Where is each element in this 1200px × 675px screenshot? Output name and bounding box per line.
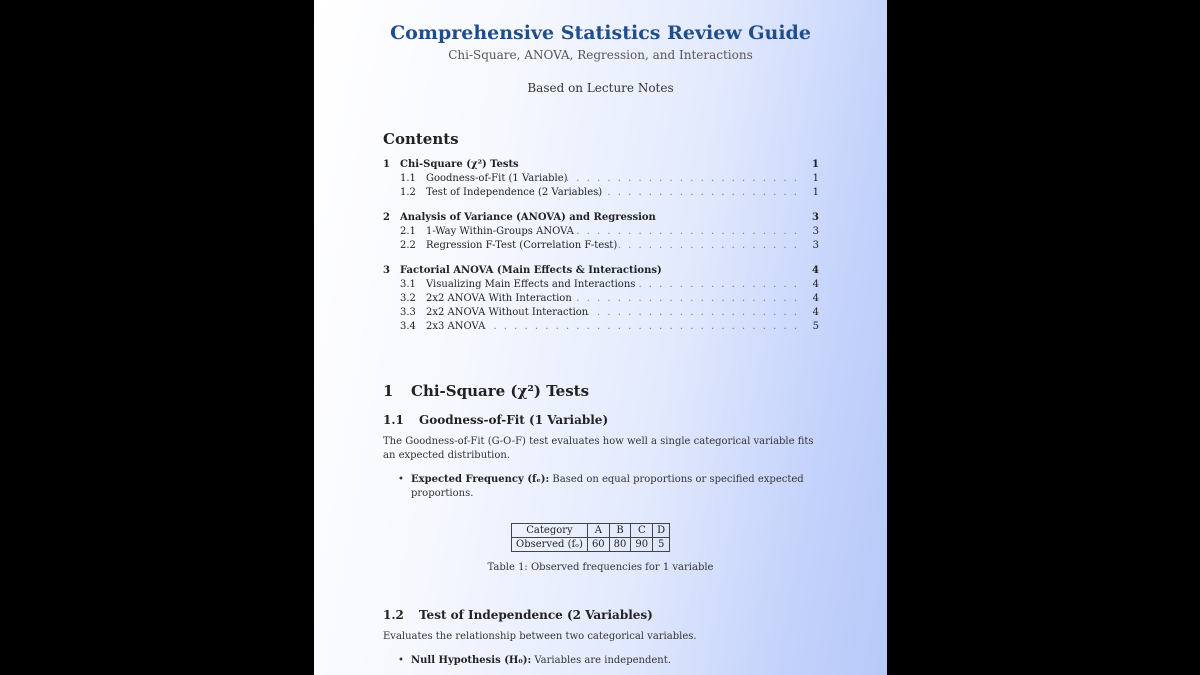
toc-entry[interactable]: [383, 239, 819, 253]
toc-leader-dots: . . . . . . . . . . . . . . . . . . . . . . . . . . . . . . .: [483, 321, 799, 332]
toc-entry-label: Visualizing Main Effects and Interactions: [426, 279, 636, 290]
table-header-cell: B: [609, 524, 631, 538]
toc-entry-page: 4: [812, 265, 819, 276]
toc-leader-dots: . . . . . . . . . . . . . . . . . . . . . .: [576, 226, 799, 237]
toc-entry-page: 1: [812, 159, 819, 170]
table-header-cell: D: [653, 524, 670, 538]
toc-entry-number: 1.1: [400, 173, 416, 184]
toc-entry-number: 3.3: [400, 307, 416, 318]
table-header-cell: Category: [512, 524, 588, 538]
toc-entry-page: 3: [812, 212, 819, 223]
toc-entry-number: 2.1: [400, 226, 416, 237]
table-row-label: Observed (fₒ): [512, 538, 588, 552]
subsection-number: 1.2: [383, 608, 404, 622]
table-caption: Table 1: Observed frequencies for 1 variable: [487, 562, 714, 573]
observed-frequency-table: [511, 523, 670, 552]
subsection-title: Test of Independence (2 Variables): [419, 608, 653, 622]
toc-entry-number: 1.2: [400, 187, 416, 198]
toc-entry-number: 3.4: [400, 321, 416, 332]
toc-entry-page: 3: [812, 226, 819, 237]
subsection-number: 1.1: [383, 413, 404, 427]
toc-entry[interactable]: [383, 320, 819, 334]
toc-entry-number: 1: [383, 159, 390, 170]
table-cell: 5: [653, 538, 670, 552]
toc-entry[interactable]: [383, 172, 819, 186]
paragraph: The Goodness-of-Fit (G-O-F) test evaluates how well a single categorical variable fits an expected distribution.: [383, 436, 814, 461]
subsection-heading: [383, 413, 608, 427]
bullet-text: Variables are independent.: [534, 655, 671, 666]
table-cell: 60: [587, 538, 609, 552]
toc-leader-dots: . . . . . . . . . . . . . . . . . . . . . . .: [565, 293, 799, 304]
table-row: [512, 538, 670, 552]
toc-entry-label: Goodness-of-Fit (1 Variable): [426, 173, 568, 184]
toc-entry-number: 2.2: [400, 240, 416, 251]
toc-entry[interactable]: [383, 211, 819, 225]
toc-group-3: [383, 264, 819, 334]
toc-entry-label: 1-Way Within-Groups ANOVA: [426, 226, 574, 237]
bullet-item: [398, 654, 822, 668]
table-row: [512, 524, 670, 538]
toc-entry-label: Factorial ANOVA (Main Effects & Interactions): [400, 265, 662, 276]
toc-entry-label: Regression F-Test (Correlation F-test): [426, 240, 618, 251]
toc-entry-label: 2x3 ANOVA: [426, 321, 486, 332]
bullet-marker: •: [398, 474, 404, 485]
toc-leader-dots: . . . . . . . . . . . . . . . . . . . . .: [586, 307, 799, 318]
toc-leader-dots: . . . . . . . . . . . . . . . . . . .: [607, 240, 799, 251]
toc-leader-dots: . . . . . . . . . . . . . . . . . . . . . . .: [565, 173, 799, 184]
section-heading: [383, 382, 589, 400]
subsection-title: Goodness-of-Fit (1 Variable): [419, 413, 609, 427]
document-subtitle: Chi-Square, ANOVA, Regression, and Interactions: [448, 48, 753, 62]
toc-leader-dots: . . . . . . . . . . . . . . . . . . . .: [597, 187, 799, 198]
toc-entry-number: 3.1: [400, 279, 416, 290]
toc-entry-label: Chi-Square (χ²) Tests: [400, 159, 519, 170]
toc-leader-dots: . . . . . . . . . . . . . . . . . . .: [607, 279, 799, 290]
toc-entry[interactable]: [383, 264, 819, 278]
toc-entry-number: 2: [383, 212, 390, 223]
toc-entry[interactable]: [383, 292, 819, 306]
document-title: Comprehensive Statistics Review Guide: [390, 22, 811, 44]
toc-entry-number: 3.2: [400, 293, 416, 304]
table-header-cell: C: [631, 524, 653, 538]
bullet-label: Expected Frequency (fₑ):: [411, 474, 550, 485]
document-page: [314, 0, 887, 675]
toc-entry-page: 4: [812, 279, 819, 290]
subsection-heading: [383, 608, 653, 622]
bullet-text: Based on equal proportions or specified expected proportions.: [411, 474, 804, 499]
bullet-label: Null Hypothesis (H₀):: [411, 655, 532, 666]
toc-entry-page: 4: [812, 307, 819, 318]
paragraph: Evaluates the relationship between two categorical variables.: [383, 631, 697, 642]
section-title: Chi-Square (χ²) Tests: [411, 382, 590, 400]
toc-entry-page: 5: [812, 321, 819, 332]
toc-entry-number: 3: [383, 265, 390, 276]
toc-entry[interactable]: [383, 158, 819, 172]
toc-entry-page: 1: [812, 173, 819, 184]
bullet-item: [398, 473, 822, 501]
toc-entry-label: 2x2 ANOVA Without Interaction: [426, 307, 589, 318]
document-author: Based on Lecture Notes: [527, 81, 674, 95]
table-header-cell: A: [587, 524, 609, 538]
toc-entry[interactable]: [383, 278, 819, 292]
toc-entry-page: 3: [812, 240, 819, 251]
table-cell: 90: [631, 538, 653, 552]
toc-entry-label: 2x2 ANOVA With Interaction: [426, 293, 572, 304]
bullet-marker: •: [398, 655, 404, 666]
toc-entry-page: 1: [812, 187, 819, 198]
toc-entry-label: Analysis of Variance (ANOVA) and Regression: [400, 212, 656, 223]
toc-entry-label: Test of Independence (2 Variables): [426, 187, 603, 198]
toc-group-1: [383, 158, 819, 200]
contents-heading: Contents: [383, 130, 459, 148]
toc-group-2: [383, 211, 819, 253]
table-cell: 80: [609, 538, 631, 552]
toc-entry[interactable]: [383, 186, 819, 200]
toc-entry[interactable]: [383, 225, 819, 239]
toc-entry-page: 4: [812, 293, 819, 304]
toc-entry[interactable]: [383, 306, 819, 320]
section-number: 1: [383, 382, 394, 400]
